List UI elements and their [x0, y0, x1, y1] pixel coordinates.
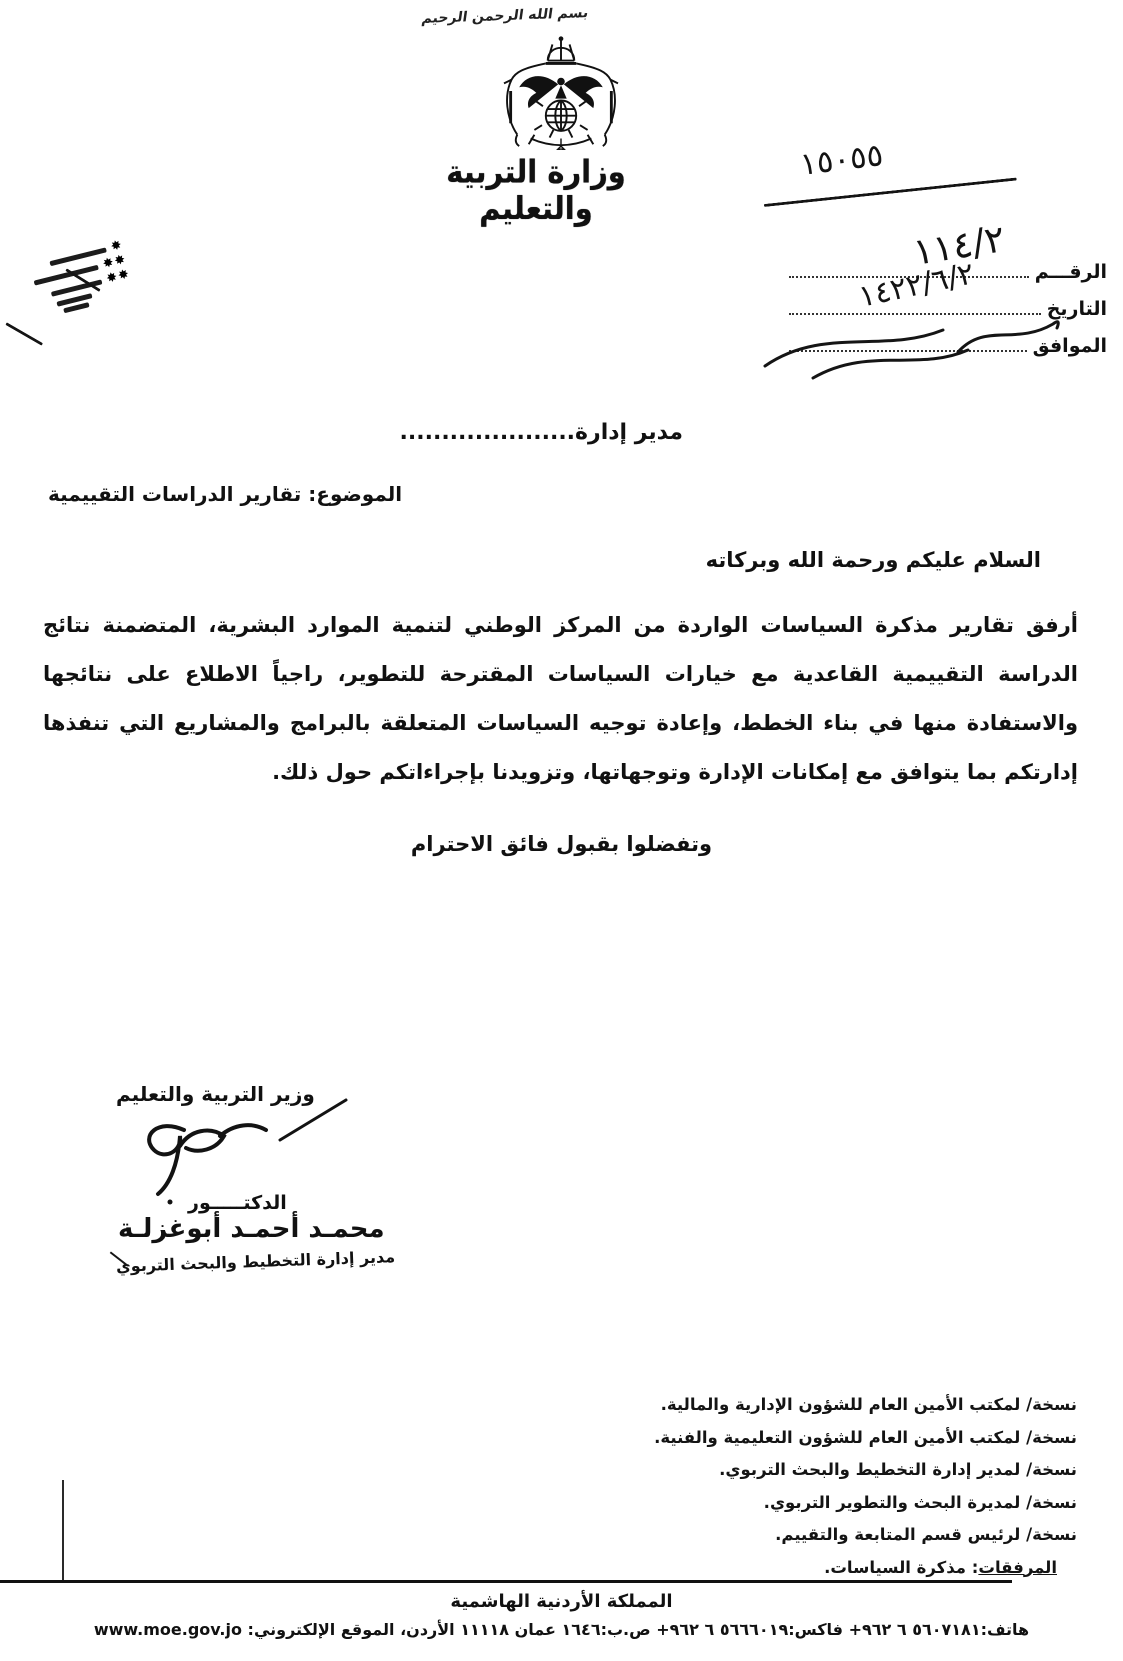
star-icon: ✸ — [109, 237, 125, 255]
corresponding-label: الموافق — [1032, 335, 1107, 357]
copies-list — [557, 1389, 1077, 1584]
footer-rule — [0, 1580, 1012, 1583]
commemorative-stamp — [4, 236, 136, 327]
doctor-title: الدكتـــــور — [188, 1192, 287, 1214]
contact-info: هاتف:٥٦٠٧١٨١ ٦ ٩٦٢+ فاكس:٥٦٦٦٠١٩ ٦ ٩٦٢+ ص.ب:١٦٤٦ عمان ١١١١٨ الأردن، الموقع الإلكتروني: www.moe.gov.jo — [93, 1620, 1030, 1639]
letter-body: أرفق تقارير مذكرة السياسات الواردة من المركز الوطني لتنمية الموارد البشرية، المتضمنة نتائج الدراسة التقييمية القاعدية مع خيارات السياسات المقترحة للتطوير، راجياً الاطلاع على نتائجها والاستفادة منها في بناء الخطط، وإعادة توجيه السياسات المتعلقة بالبرامج والمشاريع التي تنفذها إدارتكم بما يتوافق مع إمكانات الإدارة وتوجهاتها، وتزويدنا بإجراءاتكم حول ذلك. — [43, 613, 1078, 784]
addressee-line: مدير إدارة..................... — [399, 420, 683, 445]
handwritten-date: ١٤٢٢/٦/٢ — [855, 256, 978, 315]
margin-line — [62, 1480, 64, 1581]
kingdom-name: المملكة الأردنية الهاشمية — [450, 1591, 673, 1612]
salutation: السلام عليكم ورحمة الله وبركاته — [705, 548, 1041, 572]
handwritten-reference-number: ١١٤/٢ — [910, 217, 1008, 274]
date-label: التاريخ — [1046, 298, 1107, 320]
copy-line: نسخة/ لمكتب الأمين العام للشؤون الإدارية والمالية. — [660, 1395, 1077, 1414]
bismillah-calligraphy: بسم الله الرحمن الرحيم — [420, 5, 590, 27]
star-icon: ✸✸ — [101, 251, 128, 273]
jordan-coat-of-arms-icon — [466, 32, 656, 150]
number-label: الرقـــم — [1034, 261, 1107, 283]
copy-line: نسخة/ لرئيس قسم المتابعة والتقييم. — [775, 1525, 1077, 1544]
attachments-value: : مذكرة السياسات. — [824, 1557, 979, 1577]
copy-line: نسخة/ لمديرة البحث والتطوير التربوي. — [763, 1492, 1077, 1512]
signer-name: محمـد أحمـد أبوغزلـة — [118, 1214, 385, 1244]
star-icon: ✸✸ — [104, 266, 132, 287]
subject-line: الموضوع: تقارير الدراسات التقييمية — [48, 482, 403, 506]
handwritten-routing-number: ١٥٠٥٥ — [798, 137, 886, 183]
minister-title: وزير التربية والتعليم — [116, 1082, 315, 1106]
copy-line: نسخة/ لمدير إدارة التخطيط والبحث التربوي. — [719, 1460, 1077, 1479]
signer-position: مدير إدارة التخطيط والبحث التربوي — [115, 1247, 396, 1276]
handwritten-corresponding-scribble — [753, 300, 1083, 380]
closing-line: وتفضلوا بقبول فائق الاحترام — [410, 832, 713, 856]
ministry-name-calligraphy: وزارة التربية والتعليم — [446, 153, 626, 227]
copy-line: نسخة/ لمكتب الأمين العام للشؤون التعليمية والفنية. — [654, 1427, 1077, 1447]
attachments-label: المرفقات — [978, 1557, 1057, 1577]
